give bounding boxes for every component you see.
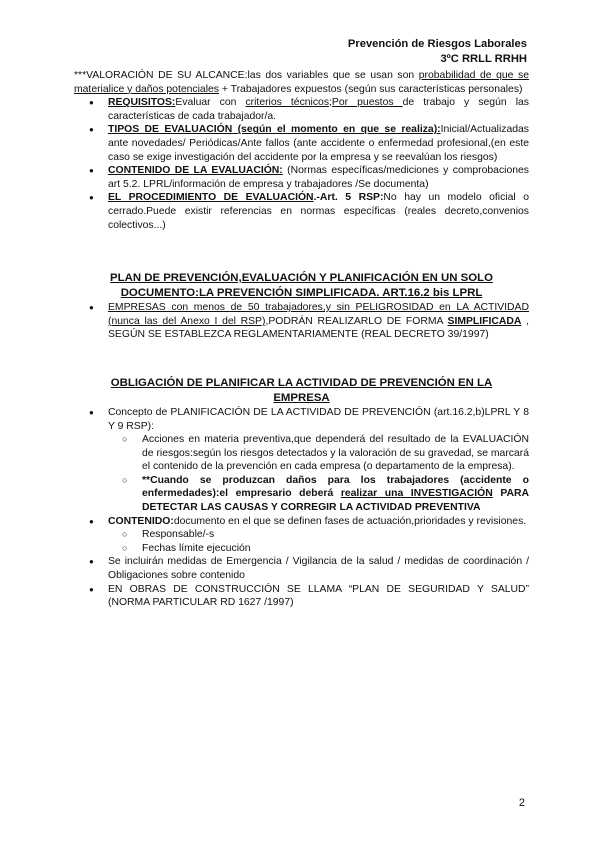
list-item-contenido — [74, 515, 529, 556]
item-text: , SEGÚN SE ESTABLEZCA REGLAMENTARIAMENTE (REAL DECRETO 39/1997) — [108, 315, 529, 341]
item-bold-underlined: SIMPLIFICADA — [447, 315, 522, 327]
page-content — [74, 69, 529, 610]
contenido-sublist — [108, 528, 529, 555]
item-underlined: Por puestos — [331, 97, 403, 109]
evaluation-list — [74, 96, 529, 232]
page-header — [348, 37, 527, 67]
term-requisitos: REQUISITOS: — [108, 97, 176, 109]
term-contenido-evaluacion: CONTENIDO DE LA EVALUACIÓN: — [108, 165, 283, 177]
item-text: ; — [329, 97, 332, 109]
concepto-sublist — [108, 433, 529, 515]
item-bold: PARA DETECTAR LAS CAUSAS Y CORREGIR LA ACTIVIDAD PREVENTIVA — [142, 488, 529, 514]
item-text: documento en el que se definen fases de actuación,prioridades y revisiones. — [173, 515, 527, 527]
item-text: de trabajo y según las características de cada trabajador/a. — [108, 97, 529, 122]
item-text: Inicial/Actualizadas ante novedades/ Periódicas/Ante fallos (ante accidente o enfermedad profesional,(en este caso se exige investigación del accidente por la empresa y se reevalúan los riesgos) — [108, 124, 529, 163]
item-text: Concepto de PLANIFICACIÓN DE LA ACTIVIDAD DE PREVENCIÓN (art.16.2,b)LPRL Y 8 Y 9 RSP): — [108, 406, 529, 432]
intro-prefix: ***VALORACIÓN DE SU ALCANCE:las dos variables que se usan son — [74, 70, 419, 81]
list-item-obras: ● EN OBRAS DE CONSTRUCCIÓN SE LLAMA “PLAN DE SEGURIDAD Y SALUD” (NORMA PARTICULAR RD 1627 /1997) — [74, 583, 529, 610]
header-group: 3ºC RRLL RRHH — [440, 53, 527, 65]
list-item-tipos — [74, 123, 529, 164]
sublist-item-fechas: ○ Fechas límite ejecución — [108, 542, 529, 556]
list-item-requisitos — [74, 96, 529, 123]
item-text: No hay un modelo oficial o cerrado.Puede existir referencias en normas específicas (reales decreto,convenios colectivos...) — [108, 192, 529, 231]
item-underlined: EMPRESAS con menos de 50 trabajadores,y sin PELIGROSIDAD en LA ACTIVIDAD (nunca las del Anexo I del RSP) — [108, 302, 529, 327]
simplified-list — [74, 301, 529, 342]
item-text: (Normas específicas/mediciones y comprobaciones art 5.2. LPRL/información de empresa y trabajadores /Se documenta) — [108, 165, 529, 190]
sublist-item-danos — [108, 474, 529, 515]
item-bold: **Cuando se produzcan daños para los trabajadores (accidente o enfermedades):el empresario deberá — [142, 474, 529, 500]
term-contenido: CONTENIDO: — [108, 515, 174, 527]
sublist-item-acciones: ○ Acciones en materia preventiva,que dependerá del resultado de la EVALUACIÓN de riesgos:según los riesgos detectados y la valoración de su gravedad, se marcará el contenido de la prevención en cada empresa (o departamento de la empresa). — [108, 433, 529, 474]
list-item-medidas: ● Se incluirán medidas de Emergencia / Vigilancia de la salud / medidas de coordinación / Obligaciones sobre contenido — [74, 555, 529, 582]
header-course: Prevención de Riesgos Laborales — [347, 38, 527, 50]
item-bold-underlined: realizar una INVESTIGACIÓN — [340, 488, 493, 500]
item-underlined: criterios técnicos — [245, 97, 330, 109]
intro-paragraph — [74, 69, 529, 96]
term-tipos: TIPOS DE EVALUACIÓN (según el momento en que se realiza): — [108, 124, 441, 136]
item-bold: .-Art. 5 RSP: — [313, 192, 384, 204]
list-item-procedimiento — [74, 191, 529, 232]
item-text: ,PODRÁN REALIZARLO DE FORMA — [265, 315, 448, 327]
list-item-concepto — [74, 406, 529, 515]
term-procedimiento: EL PROCEDIMIENTO DE EVALUACIÓN — [108, 192, 314, 204]
section-heading-plan: PLAN DE PREVENCIÓN,EVALUACIÓN Y PLANIFICACIÓN EN UN SOLO DOCUMENTO:LA PREVENCIÓN SIMPLIFICADA. ART.16.2 bis LPRL — [110, 272, 493, 300]
planning-list — [74, 406, 529, 610]
item-text: Evaluar con — [175, 97, 246, 109]
list-item-contenido-evaluacion — [74, 164, 529, 191]
section-heading-planificar: OBLIGACIÓN DE PLANIFICAR LA ACTIVIDAD DE PREVENCIÓN EN LA EMPRESA — [110, 376, 493, 404]
sublist-item-responsable: ○ Responsable/-s — [108, 528, 529, 542]
list-item-empresas — [74, 301, 529, 342]
intro-suffix: + Trabajadores expuestos (según sus características personales) — [218, 83, 523, 95]
page-number: 2 — [518, 797, 525, 809]
intro-underlined: probabilidad de que se materialice y daños potenciales — [74, 70, 529, 95]
